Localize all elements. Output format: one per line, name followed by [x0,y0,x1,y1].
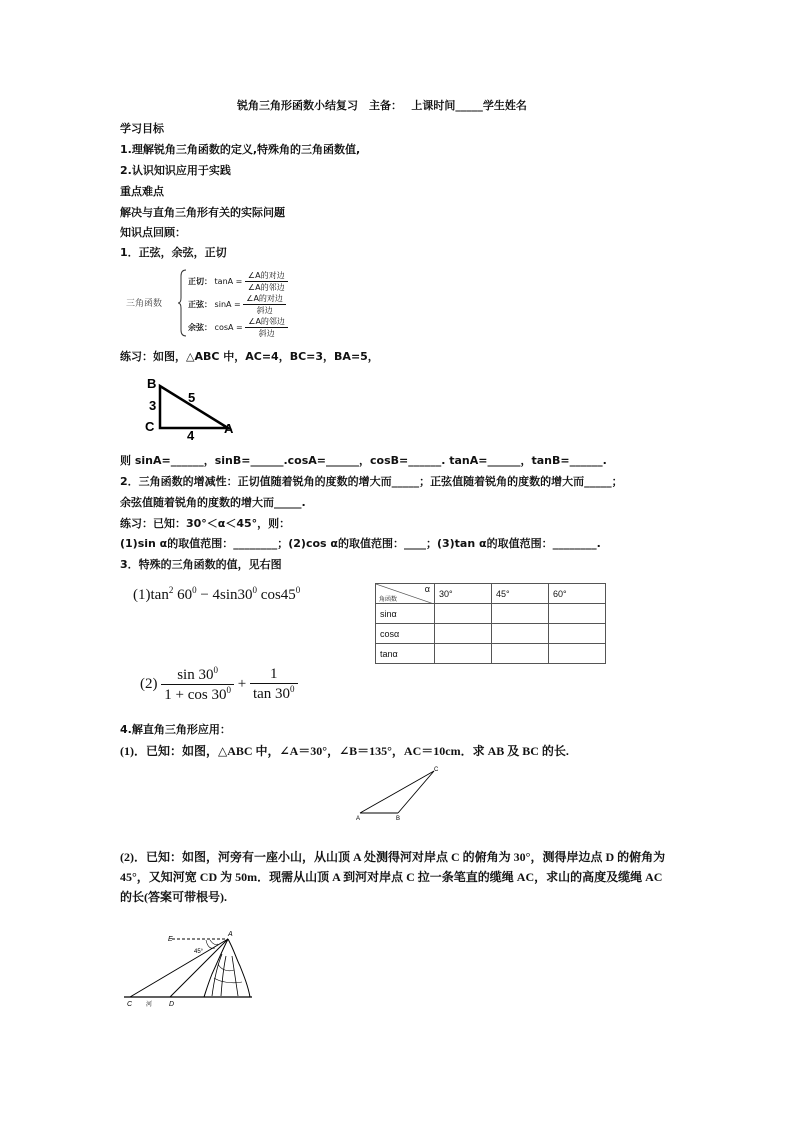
func-row-tan [188,270,288,293]
header-alpha: α [424,584,430,594]
row-header: cosα [376,624,435,644]
func-name: 正切： [188,277,212,286]
key-heading: 重点难点 [120,185,164,198]
expr2-deg: 0 [226,685,231,695]
key-text: 解决与直角三角形有关的实际问题 [120,206,285,219]
table-cell [549,624,606,644]
expr1-sq: 2 [168,585,174,595]
col-header: 60° [549,584,606,604]
expr2-deg: 0 [290,684,295,694]
fig1-vertex-b: B [396,816,401,821]
blank-line: 则 sinA=______，sinB=______.cosA=______，cosB=______. tanA=______，tanB=______. [120,454,607,467]
vertex-a: A [224,421,234,436]
expr2-deg: 0 [213,665,218,675]
table-corner [376,584,435,604]
problem-2-figure [122,926,262,1012]
review-heading: 知识点回顾： [120,226,186,239]
problem-2-a: (2)．已知：如图，河旁有一座小山，从山顶 A 处测得河对岸点 C 的俯角为 30°，测得岸边点 D 的俯角为 [120,850,666,864]
fig2-river-label: 河 [146,1002,153,1008]
expression-2 [140,665,298,704]
fig2-vertex-c: C [127,1001,133,1008]
page-title: 锐角三角形函数小结复习 主备： 上课时间_____学生姓名 [237,99,527,112]
func-den: 斜边 [258,329,275,338]
practice-2-parts: (1)sin α的取值范围：________；(2)cos α的取值范围：____；(3)tan α的取值范围：________. [120,537,601,550]
table-row [376,644,606,664]
fig1-vertex-c: C [434,767,439,773]
item-1: 1．正弦，余弦，正切 [120,246,227,259]
expr2-num1: sin 30 [177,667,214,683]
problem-1-figure [354,765,444,821]
expr1-mid: − 4sin30 [196,587,253,603]
special-angle-table [375,583,606,664]
expr1-tan: tan [150,587,169,603]
table-cell [435,624,492,644]
goal-2: 2.认识知识应用于实践 [120,164,231,177]
header-angle: 角函数 [379,597,398,603]
fig2-vertex-a: A [228,931,233,938]
item-3: 3．特殊的三角函数的值，见右图 [120,558,282,571]
item-4: 4.解直角三角形应用： [120,723,231,736]
table-row [376,604,606,624]
expr1-a: 60 [177,587,193,603]
expr2-den1: 1 + cos 30 [164,687,227,703]
col-header: 30° [435,584,492,604]
fig2-angle: 45° [194,949,204,955]
problem-2-c: 的长(答案可带根号). [120,890,227,904]
row-header: tanα [376,644,435,664]
item-2-b: 余弦值随着锐角的度数的增大而_____. [120,496,306,509]
problem-1: (1)．已知：如图，△ABC 中，∠A＝30°，∠B＝135°，AC＝10cm．求 AB 及 BC 的长. [120,744,569,758]
table-cell [492,644,549,664]
expr1-deg: 0 [295,585,301,595]
expr1-deg: 0 [192,585,197,595]
brace-icon [178,268,188,338]
col-header: 45° [492,584,549,604]
goal-1: 1.理解锐角三角函数的定义,特殊角的三角函数值, [120,143,361,156]
func-name: 余弦： [188,323,212,332]
function-definitions [126,268,366,338]
table-cell [549,644,606,664]
table-cell [435,644,492,664]
func-expr: cosA = [214,323,243,332]
fig1-vertex-a: A [356,816,361,821]
table-cell [549,604,606,624]
func-row-cos [188,316,288,339]
expr2-label: (2) [140,676,158,692]
table-cell [435,604,492,624]
func-num: ∠A的对边 [245,270,288,282]
expression-1 [133,585,300,604]
expr1-rest: cos45 [257,587,296,603]
side-bc: 3 [149,398,157,413]
side-ba: 5 [188,390,196,405]
fig2-vertex-e: E [168,936,173,943]
expr1-label: (1) [133,587,151,603]
practice-2: 练习：已知：30°＜α＜45°，则： [120,517,291,530]
func-expr: sinA = [214,300,241,309]
func-den: 斜边 [256,306,273,315]
expr1-deg: 0 [252,585,258,595]
func-num: ∠A的对边 [243,293,286,305]
vertex-b: B [147,376,157,391]
func-row-sin [188,293,286,316]
func-expr: tanA = [214,277,243,286]
table-row [376,624,606,644]
row-header: sinα [376,604,435,624]
expr2-plus: + [237,676,247,692]
func-name: 正弦： [188,300,212,309]
fig2-vertex-d: D [169,1001,175,1008]
vertex-c: C [145,419,155,434]
triangle-abc-figure [144,374,244,440]
goals-heading: 学习目标 [120,122,164,135]
expr2-num2: 1 [250,666,298,684]
func-den: ∠A的邻边 [247,283,285,292]
item-2-a: 2．三角函数的增减性：正切值随着锐角的度数的增大而_____；正弦值随着锐角的度数的增大而_____； [120,475,623,488]
expr2-den2: tan 30 [252,686,291,702]
side-ca: 4 [187,428,195,440]
table-cell [492,604,549,624]
table-header-row [376,584,606,604]
function-label: 三角函数 [126,299,163,309]
func-num: ∠A的邻边 [245,316,288,328]
table-cell [492,624,549,644]
problem-2-b: 45°，又知河宽 CD 为 50m．现需从山顶 A 到河对岸点 C 拉一条笔直的缆绳 AC，求山的高度及缆绳 AC [120,870,663,884]
practice-1: 练习：如图，△ABC 中，AC=4，BC=3，BA=5， [120,350,379,363]
